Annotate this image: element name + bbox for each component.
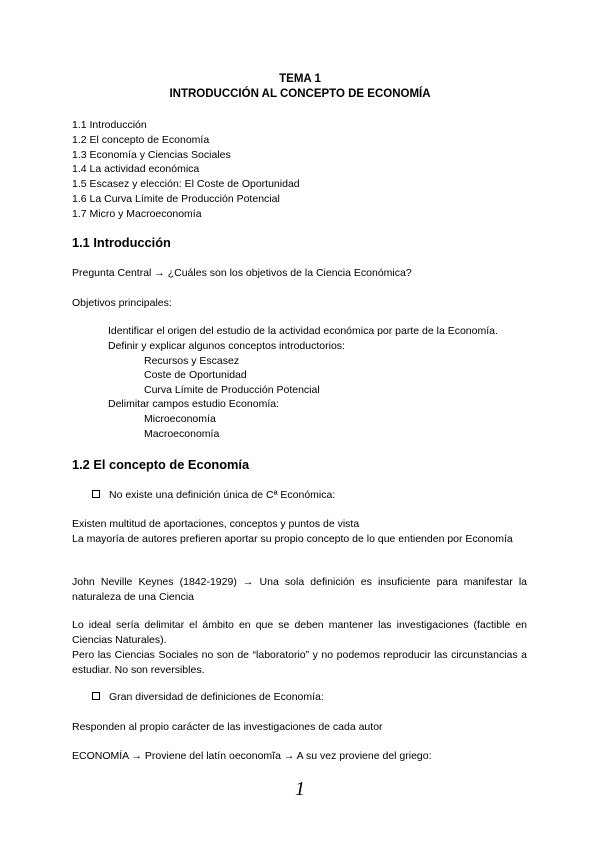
paragraph: Pero las Ciencias Sociales no son de “laboratorio” y no podemos reproducir las circunstancias a estudiar. No son reversibles. xyxy=(72,649,527,676)
bullet-text: Gran diversidad de definiciones de Economía: xyxy=(109,691,324,703)
objective-subitem: Curva Límite de Producción Potencial xyxy=(144,384,320,396)
paragraph-line: Responden al propio carácter de las investigaciones de cada autor xyxy=(72,721,383,733)
toc-item: 1.3 Economía y Ciencias Sociales xyxy=(72,148,231,161)
paragraph: La mayoría de autores prefieren aportar su propio concepto de lo que entienden por Economía xyxy=(72,533,513,545)
objective-item: Definir y explicar algunos conceptos introductorios: xyxy=(108,340,345,352)
paragraph-keynes: John Neville Keynes (1842-1929) → Una sola definición es insuficiente para manifestar la naturaleza de una Ciencia xyxy=(72,576,527,603)
toc-item: 1.2 El concepto de Economía xyxy=(72,133,210,146)
section-heading-concepto: 1.2 El concepto de Economía xyxy=(72,457,250,472)
paragraph-line: ECONOMÍA → Proviene del latín oeconomĩa → A su vez proviene del griego: xyxy=(72,750,432,762)
toc-item: 1.1 Introducción xyxy=(72,119,147,131)
checkbox-bullet-icon xyxy=(92,692,100,700)
central-question: Pregunta Central → ¿Cuáles son los objetivos de la Ciencia Económica? xyxy=(72,267,412,279)
paragraph: Lo ideal sería delimitar el ámbito en que se deben mantener las investigaciones (factible en Ciencias Naturales). xyxy=(72,619,527,646)
document-title-line1: TEMA 1 xyxy=(279,73,321,85)
page-number: 1 xyxy=(295,778,305,800)
paragraph-line: Existen multitud de aportaciones, conceptos y puntos de vista xyxy=(72,518,360,530)
objective-subitem: Recursos y Escasez xyxy=(144,355,240,367)
objective-item: Identificar el origen del estudio de la actividad económica por parte de la Economía. xyxy=(108,325,498,337)
bullet-item xyxy=(92,489,335,501)
objective-item: Delimitar campos estudio Economía: xyxy=(108,398,279,410)
checkbox-bullet-icon xyxy=(92,490,100,498)
objective-subitem: Microeconomía xyxy=(144,413,216,425)
section-heading-introduccion: 1.1 Introducción xyxy=(72,235,171,250)
objectives-label: Objetivos principales: xyxy=(72,297,172,309)
table-of-contents xyxy=(72,118,300,222)
bullet-text: No existe una definición única de Cª Económica: xyxy=(109,489,336,501)
objective-subitem: Macroeconomía xyxy=(144,428,220,440)
objective-subitem: Coste de Oportunidad xyxy=(144,369,247,381)
toc-item: 1.4 La actividad económica xyxy=(72,163,200,176)
toc-item: 1.7 Micro y Macroeconomía xyxy=(72,207,202,220)
toc-item: 1.5 Escasez y elección: El Coste de Oportunidad xyxy=(72,178,300,191)
document-title-line2: INTRODUCCIÓN AL CONCEPTO DE ECONOMÍA xyxy=(169,88,431,100)
bullet-item xyxy=(92,691,324,703)
toc-item: 1.6 La Curva Límite de Producción Potencial xyxy=(72,192,280,205)
